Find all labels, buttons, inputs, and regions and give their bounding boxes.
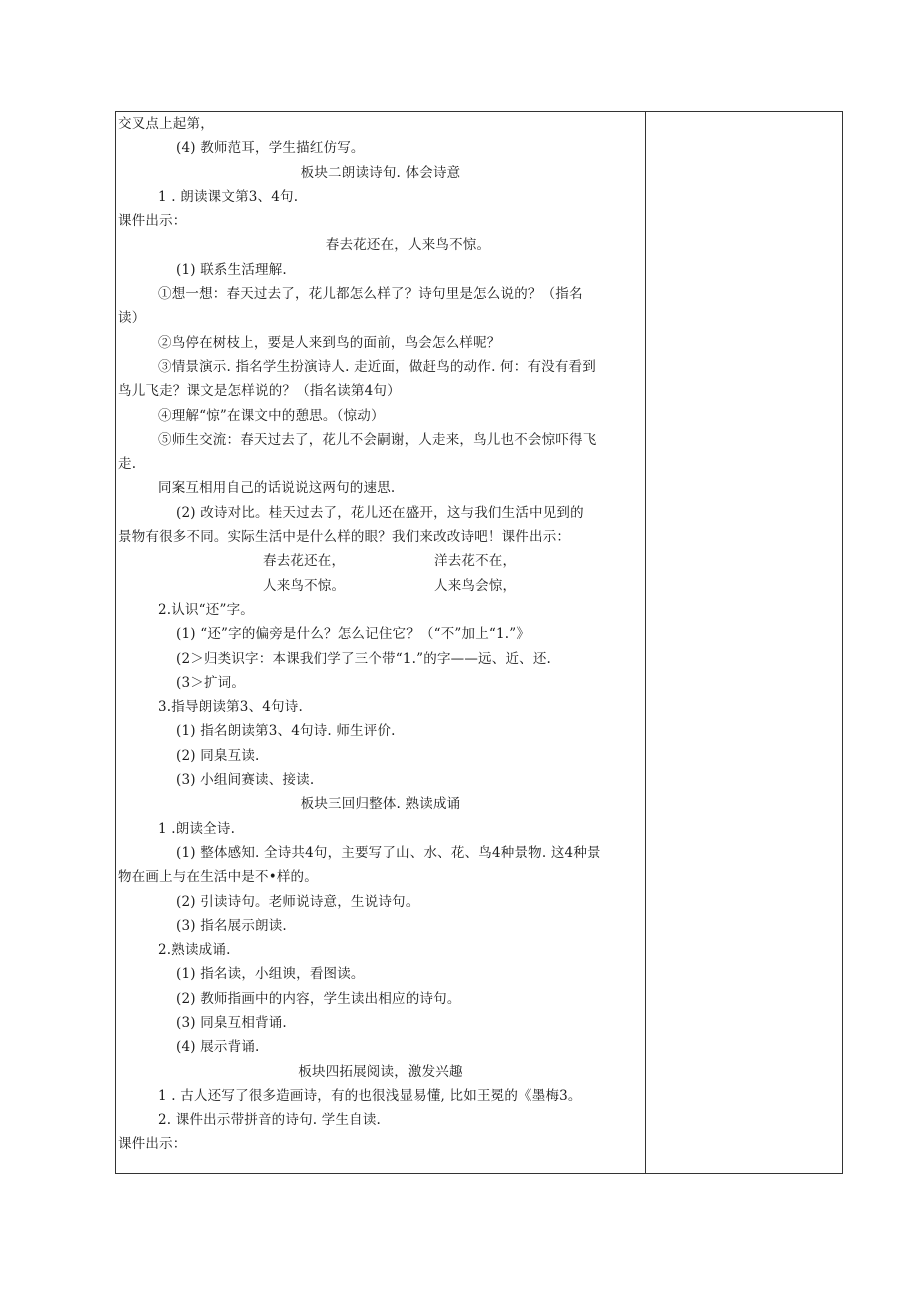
poem-comparison-row: [116, 549, 645, 573]
text-line: (4) 教师范耳，学生描红仿写。: [176, 140, 365, 157]
text-line: 物在画上与在生活中是不•样的。: [118, 869, 318, 886]
text-line: 交叉点上起第，: [118, 116, 214, 132]
text-line: 课件出示：: [118, 1136, 187, 1153]
text-line: (2) 引读诗句。老师说诗意，生说诗句。: [176, 893, 420, 910]
text-line: (2) 改诗对比。桂天过去了，花儿还在盛开，这与我们生活中见到的: [176, 504, 584, 521]
text-line: 同案互相用自己的话说说这两句的速思.: [158, 480, 396, 497]
text-line: (2＞归类识字：本课我们学了三个带“1.”的字——远、近、还.: [176, 650, 552, 667]
text-line: (1) “还”字的偏旁是什么？怎么记住它？（“不”加上“1.”》: [176, 626, 531, 643]
text-line: 1 . 古人还写了很多造画诗，有的也很浅显易懂, 比如王冕的《墨梅3。: [158, 1087, 582, 1104]
text-line: (1) 联系生活理解.: [176, 261, 287, 278]
text-line: 走.: [118, 456, 137, 473]
text-line: 景物有很多不同。实际生活中是什么样的眼？我们来改改诗吧！课件出示：: [118, 529, 571, 546]
text-line: ③情景演示. 指名学生扮演诗人. 走近面，做赶鸟的动作. 何：有没有看到: [158, 358, 596, 375]
text-line: ②鸟停在树枝上，要是人来到鸟的面前，鸟会怎么样呢？: [158, 334, 501, 351]
text-line: (3) 小组间赛读、接读.: [176, 772, 315, 789]
section-heading: 板块四拓展阅读，激发兴趣: [298, 1063, 463, 1080]
poem-revised-line: 洋去花不在，: [434, 553, 517, 570]
text-line: 读）: [118, 310, 146, 327]
text-line: (1) 整体感知. 全诗共4句，主要写了山、水、花、鸟4种景物. 这4种景: [176, 844, 601, 861]
lesson-plan-table: [115, 111, 843, 1174]
poem-original-line: 人来鸟不惊。: [263, 577, 346, 594]
text-line: 2.熟读成诵.: [158, 942, 231, 959]
text-line: (3) 同臬互相背诵.: [176, 1014, 287, 1031]
section-heading: 板块三回归整体. 熟读成诵: [300, 796, 461, 813]
text-line: (2) 教师指画中的内容，学生读出相应的诗句。: [176, 990, 461, 1007]
text-line: 鸟儿飞走？课文是怎样说的？（指名读第4句）: [118, 383, 401, 400]
text-line: 1 . 朗读课文第3、4句.: [158, 188, 299, 205]
text-line: ⑤师生交流：春天过去了，花儿不会嗣谢，人走来，鸟儿也不会惊吓得飞: [158, 431, 597, 448]
text-line: 3.指导朗读第3、4句诗.: [158, 699, 303, 716]
text-line: ①想一想：春天过去了，花儿都怎么样了？诗句里是怎么说的？（指名: [158, 286, 583, 303]
text-line: 2. 课件出示带拼音的诗句. 学生自读.: [158, 1112, 382, 1129]
text-line: (4) 展示背诵.: [176, 1039, 260, 1056]
text-line: (1) 指名朗读第3、4句诗. 师生评价.: [176, 723, 396, 740]
text-line: (3) 指名展示朗读.: [176, 917, 287, 934]
poem-original-line: 春去花还在，: [263, 553, 346, 570]
section-heading: 板块二朗读诗旬. 体会诗意: [300, 164, 461, 181]
poem-revised-line: 人来鸟会惊，: [434, 577, 517, 594]
text-line: (3＞扩词。: [176, 674, 246, 691]
poem-comparison-row: [116, 574, 645, 598]
text-line: (1) 指名读，小组谀，看图读。: [176, 966, 365, 983]
text-line: (2) 同臬互读.: [176, 747, 260, 764]
text-line: 1 .朗读全诗.: [158, 820, 236, 837]
poem-line: 春去花还在，人来鸟不惊。: [325, 237, 491, 254]
text-line: ④理解“惊”在课文中的憩思。（惊动）: [158, 407, 385, 424]
notes-cell: [646, 112, 842, 1173]
text-line: 课件出示：: [118, 213, 187, 230]
text-line: 2.认识“还”字。: [158, 601, 254, 618]
lesson-content-cell: [116, 112, 645, 1173]
